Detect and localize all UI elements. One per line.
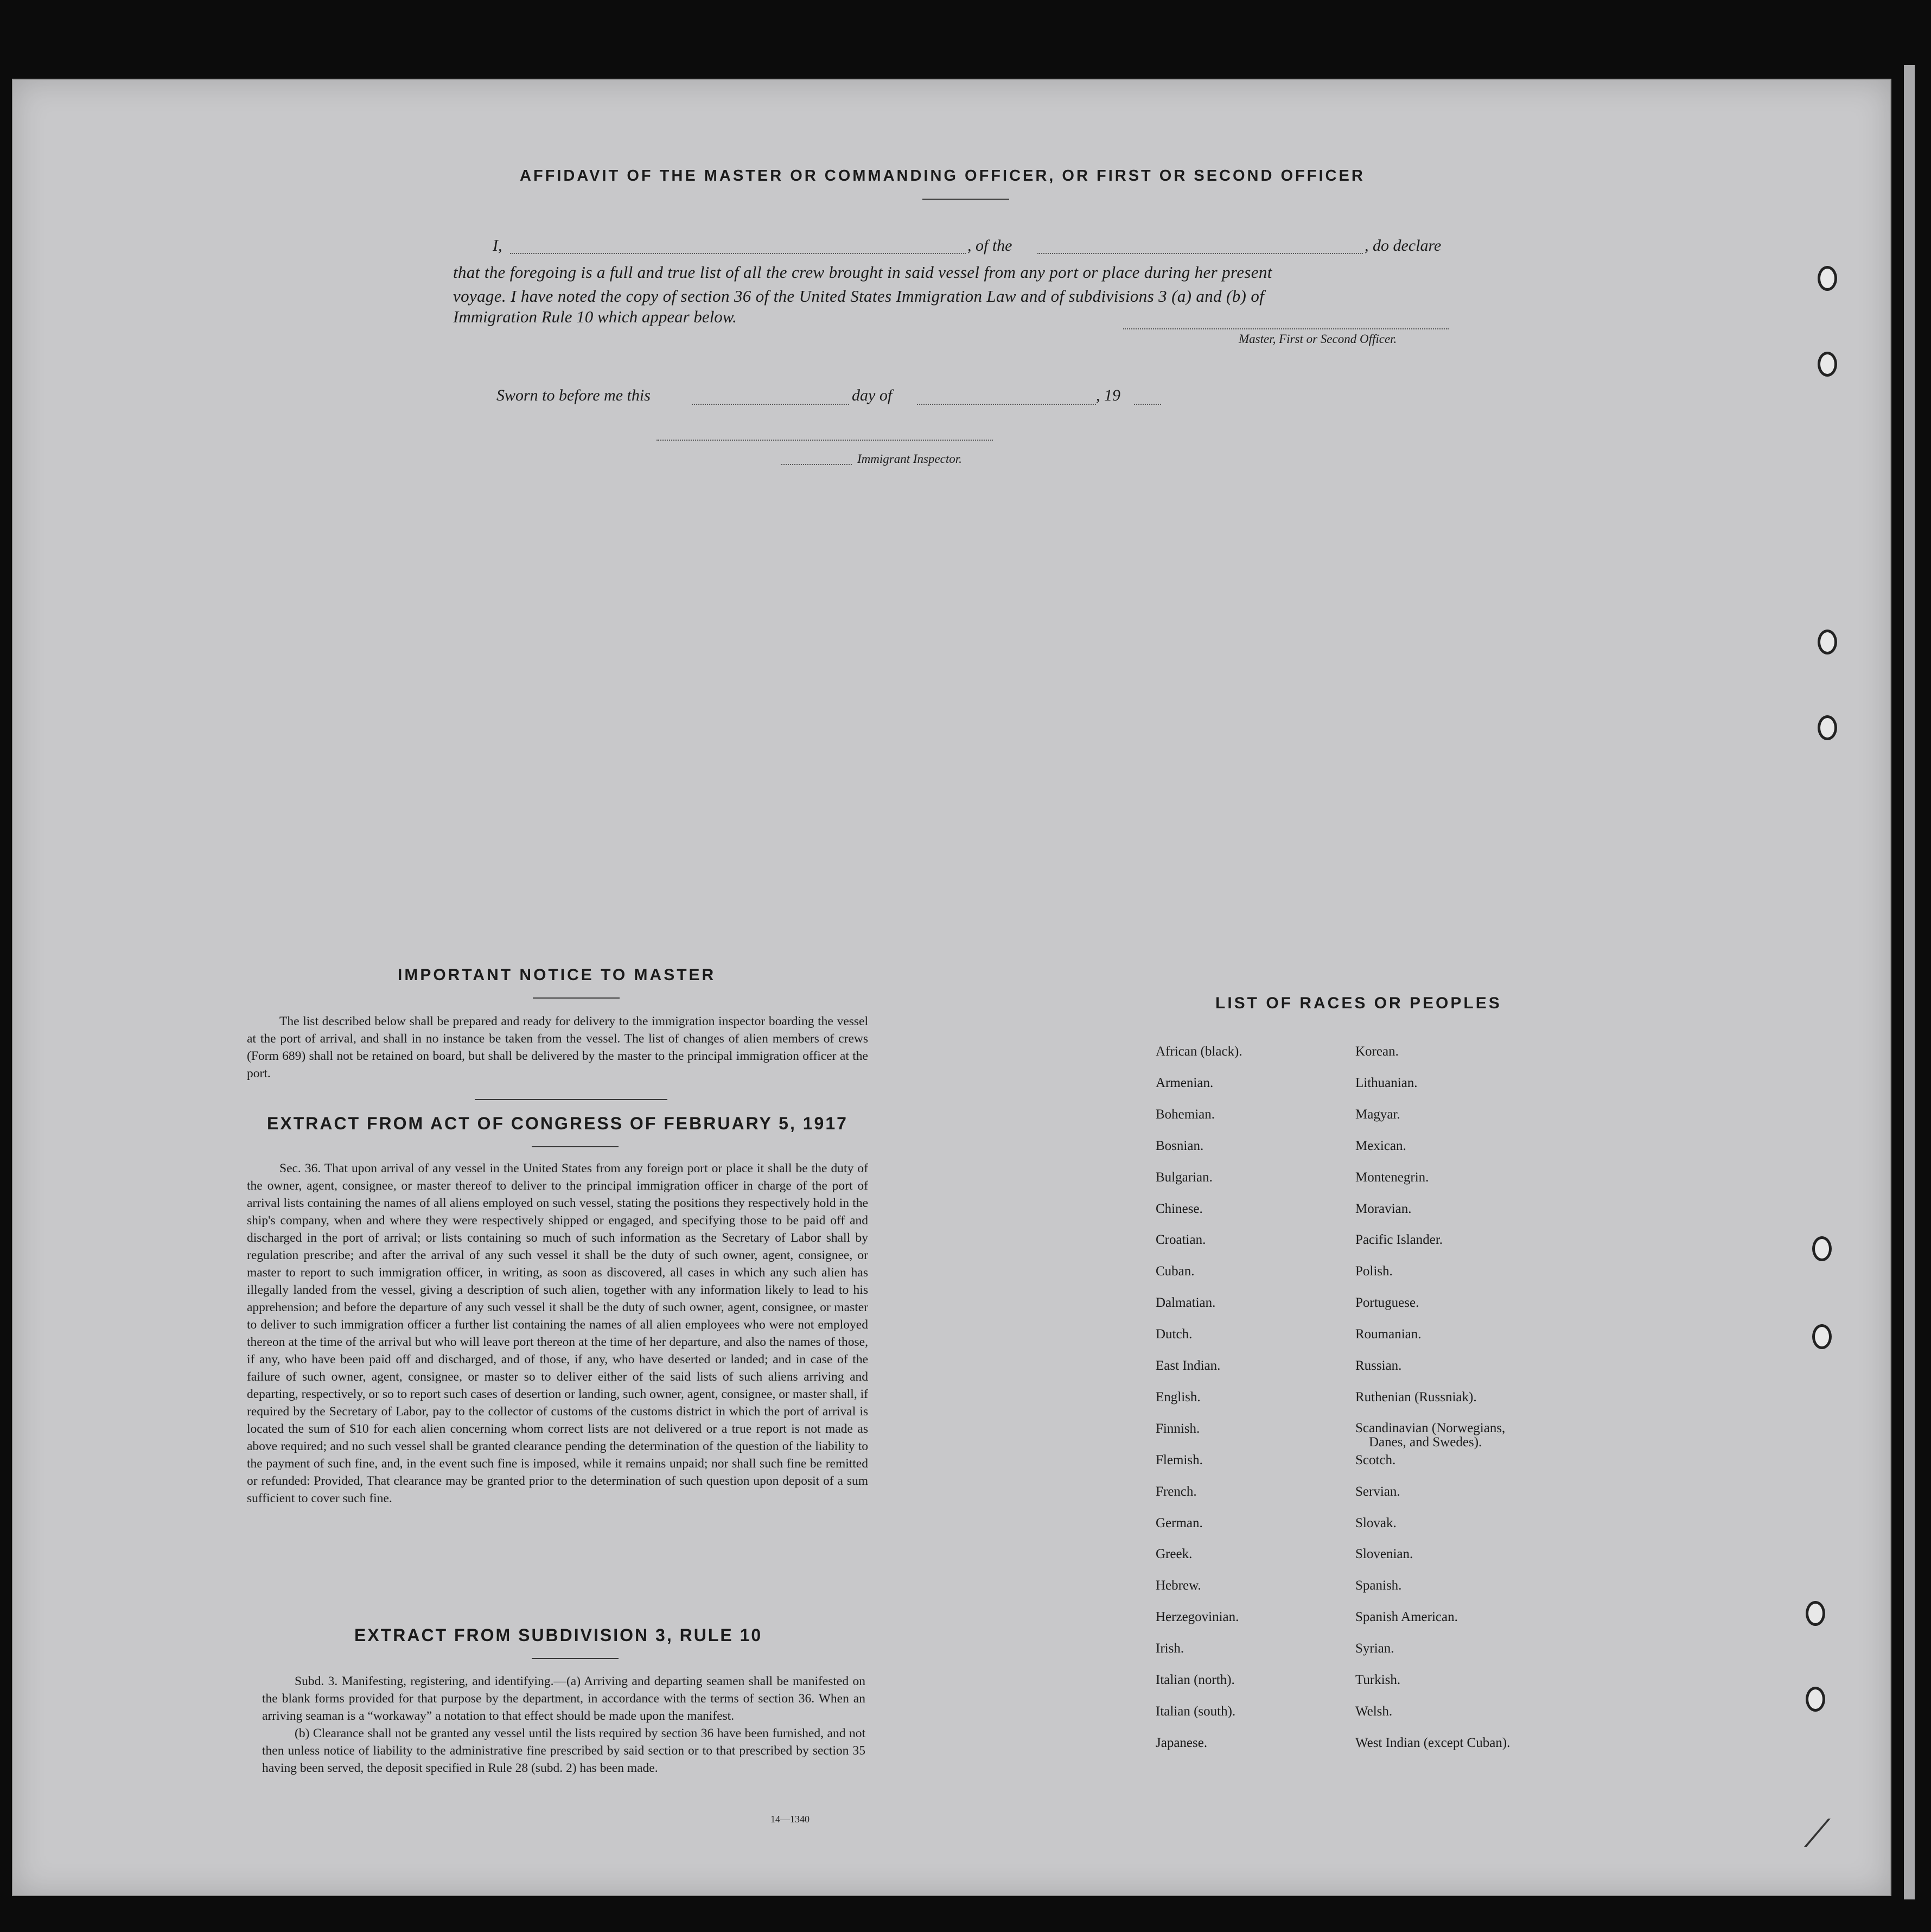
punch-hole-7 xyxy=(1806,1601,1825,1626)
affidavit-title: AFFIDAVIT OF THE MASTER OR COMMANDING OFFICER, OR FIRST OR SECOND OFFICER xyxy=(520,167,1365,185)
notice-divider xyxy=(475,1099,667,1100)
race-item: Syrian. xyxy=(1355,1641,1394,1656)
year-label: , 19 xyxy=(1096,386,1120,404)
race-item: Spanish. xyxy=(1355,1578,1402,1593)
race-item: West Indian (except Cuban). xyxy=(1355,1735,1511,1750)
race-item: Bulgarian. xyxy=(1156,1170,1213,1185)
race-item: Bosnian. xyxy=(1156,1138,1204,1153)
race-item: Turkish. xyxy=(1355,1673,1401,1687)
race-item: Welsh. xyxy=(1355,1704,1393,1719)
race-item: Scotch. xyxy=(1355,1452,1396,1467)
race-item: Portuguese. xyxy=(1355,1295,1419,1311)
form-number: 14—1340 xyxy=(770,1814,810,1825)
punch-hole-1 xyxy=(1818,266,1837,291)
race-item: Greek. xyxy=(1156,1547,1193,1562)
race-item: Flemish. xyxy=(1156,1452,1203,1467)
race-item: Slovak. xyxy=(1355,1515,1397,1530)
name-blank[interactable] xyxy=(510,253,966,254)
race-item: Servian. xyxy=(1355,1484,1400,1499)
inspector-signature-line[interactable] xyxy=(657,440,993,441)
race-item: Croatian. xyxy=(1156,1232,1206,1248)
affidavit-line-3: voyage. I have noted the copy of section 36 of the United States Immigration Law and of subdivisions 3 (a) and (b) of xyxy=(453,287,1265,306)
race-item: Chinese. xyxy=(1156,1201,1203,1216)
races-title: LIST OF RACES OR PEOPLES xyxy=(1215,994,1502,1012)
race-item: Ruthenian (Russniak). xyxy=(1355,1389,1477,1404)
race-item: Hebrew. xyxy=(1156,1578,1201,1593)
race-item: Dutch. xyxy=(1156,1327,1193,1342)
affidavit-line-4: Immigration Rule 10 which appear below. xyxy=(453,307,737,326)
punch-hole-4 xyxy=(1818,715,1837,740)
affidavit-i-label: I, xyxy=(493,237,502,255)
affidavit-line-2: that the foregoing is a full and true list of all the crew brought in said vessel from any port or place during her present xyxy=(453,263,1272,282)
day-of-label: day of xyxy=(852,386,893,404)
race-item: African (black). xyxy=(1156,1044,1242,1059)
punch-hole-6 xyxy=(1812,1324,1832,1349)
corner-mark: ⟋ xyxy=(1804,1813,1831,1855)
race-item: French. xyxy=(1156,1484,1197,1499)
notice-title: IMPORTANT NOTICE TO MASTER xyxy=(398,966,716,984)
document-page xyxy=(12,79,1891,1896)
race-item: Irish. xyxy=(1156,1641,1184,1656)
punch-hole-2 xyxy=(1818,352,1837,377)
race-item: Dalmatian. xyxy=(1156,1295,1216,1311)
race-item: Finnish. xyxy=(1156,1421,1200,1436)
paper-edge xyxy=(1904,65,1915,1899)
act-extract-text: Sec. 36. That upon arrival of any vessel in the United States from any foreign port or place it shall be the duty of the owner, agent, consignee, or master thereof to deliver to the principal immigration officer in charge of the port of arrival lists containing the names of all aliens employed on such vessel, stating the positions they respectively hold in the ship's company, when and where they were respectively shipped or engaged, and specifying those to be paid off and discharged in the port of arrival; or lists containing so much of such information as the Secretary of Labor shall by regulation prescribe; and after the arrival of any such vessel it shall be the duty of such owner, agent, consignee, or master to report to such immigration officer, in writing, as soon as discovered, all cases in which any such alien has illegally landed from the vessel, giving a description of such alien, together with any information likely to lead to his apprehension; and before the departure of any such vessel it shall be the duty of such owner, agent, consignee, or master to deliver to such immigration officer a further list containing the names of all alien employees who were not employed thereon at the time of the arrival but who will leave port thereon at the time of her departure, and also the names of those, if any, who have been paid off and discharged, and of those, if any, who have deserted or landed; and in case of the failure of such owner, agent, consignee, or master so to deliver either of the said lists of such aliens arriving and departing, respectively, or so to report such cases of desertion or landing, such owner, agent, consignee, or master shall, if required by the Secretary of Labor, pay to the collector of customs of the customs district in which the port of arrival is located the sum of $10 for each alien concerning whom correct lists are not delivered or a true report is not made as above required; and no such vessel shall be granted clearance pending the determination of the question of the liability to the payment of such fine, and, in the event such fine is imposed, while it remains unpaid; nor shall such fine be remitted or refunded: Provided, That clearance may be granted prior to the determination of such question upon deposit of a sum sufficient to cover such fine. xyxy=(247,1161,868,1505)
notice-text: The list described below shall be prepared and ready for delivery to the immigration inspector boarding the vessel at the port of arrival, and shall in no instance be taken from the vessel. The list of changes of alien members of crews (Form 689) shall not be retained on board, but shall be delivered by the master to the principal immigration officer at the port. xyxy=(247,1014,868,1081)
race-item: Roumanian. xyxy=(1355,1327,1422,1342)
inspector-caption: Immigrant Inspector. xyxy=(857,452,962,466)
race-item: Spanish American. xyxy=(1355,1610,1458,1625)
race-item: Armenian. xyxy=(1156,1075,1214,1090)
race-item: Japanese. xyxy=(1156,1735,1208,1750)
race-item: Lithuanian. xyxy=(1355,1075,1418,1090)
rule-extract-text: Subd. 3. Manifesting, registering, and identifying.—(a) Arriving and departing seamen shall be manifested on the blank forms provided for that purpose by the department, in accordance with the terms of section 36. When an arriving seaman is a “workaway” a notation to that effect should be made upon the manifest. (b) Clearance shall not be granted any vessel until the lists required by section 36 have been furnished, and not then unless notice of liability to the administrative fine prescribed by said section or to that prescribed by section 35 having been served, the deposit specified in Rule 28 (subd. 2) has been made. xyxy=(262,1674,865,1775)
master-signature-caption: Master, First or Second Officer. xyxy=(1239,332,1397,346)
race-item: Russian. xyxy=(1355,1358,1402,1373)
affidavit-of-the-label: , of the xyxy=(967,237,1012,255)
rule-extract-title: EXTRACT FROM SUBDIVISION 3, RULE 10 xyxy=(354,1625,763,1645)
race-item: German. xyxy=(1156,1515,1203,1530)
rule-extract-title-rule xyxy=(532,1658,619,1659)
race-item: Polish. xyxy=(1355,1264,1393,1279)
race-item: Moravian. xyxy=(1355,1201,1412,1216)
race-item: Korean. xyxy=(1355,1044,1399,1059)
race-item: Bohemian. xyxy=(1156,1107,1215,1122)
race-item: English. xyxy=(1156,1389,1201,1404)
sworn-label: Sworn to before me this xyxy=(496,386,651,404)
affidavit-title-rule xyxy=(922,199,1009,200)
race-item: Magyar. xyxy=(1355,1107,1400,1122)
vessel-blank[interactable] xyxy=(1037,253,1363,254)
race-item: Pacific Islander. xyxy=(1355,1232,1443,1248)
sworn-day-blank[interactable] xyxy=(692,404,849,405)
notice-title-rule xyxy=(533,997,620,999)
affidavit-do-declare-label: , do declare xyxy=(1365,237,1442,255)
race-item: Italian (north). xyxy=(1156,1673,1235,1687)
race-item: Montenegrin. xyxy=(1355,1170,1429,1185)
punch-hole-5 xyxy=(1812,1236,1832,1261)
act-extract-title-rule xyxy=(532,1146,619,1147)
race-item: Italian (south). xyxy=(1156,1704,1236,1719)
act-extract-title: EXTRACT FROM ACT OF CONGRESS OF FEBRUARY 5, 1917 xyxy=(267,1114,848,1133)
race-item: Scandinavian (Norwegians, Danes, and Swedes). xyxy=(1355,1420,1506,1450)
sworn-month-blank[interactable] xyxy=(917,404,1096,405)
sworn-year-blank[interactable] xyxy=(1134,404,1161,405)
punch-hole-8 xyxy=(1806,1687,1825,1712)
race-item: Herzegovinian. xyxy=(1156,1610,1239,1625)
race-item: Mexican. xyxy=(1355,1138,1406,1153)
inspector-signature-line-2 xyxy=(781,464,852,465)
punch-hole-3 xyxy=(1818,630,1837,654)
race-item: Cuban. xyxy=(1156,1264,1195,1279)
race-item: Slovenian. xyxy=(1355,1547,1413,1562)
race-item: East Indian. xyxy=(1156,1358,1221,1373)
master-signature-line[interactable] xyxy=(1123,328,1449,329)
